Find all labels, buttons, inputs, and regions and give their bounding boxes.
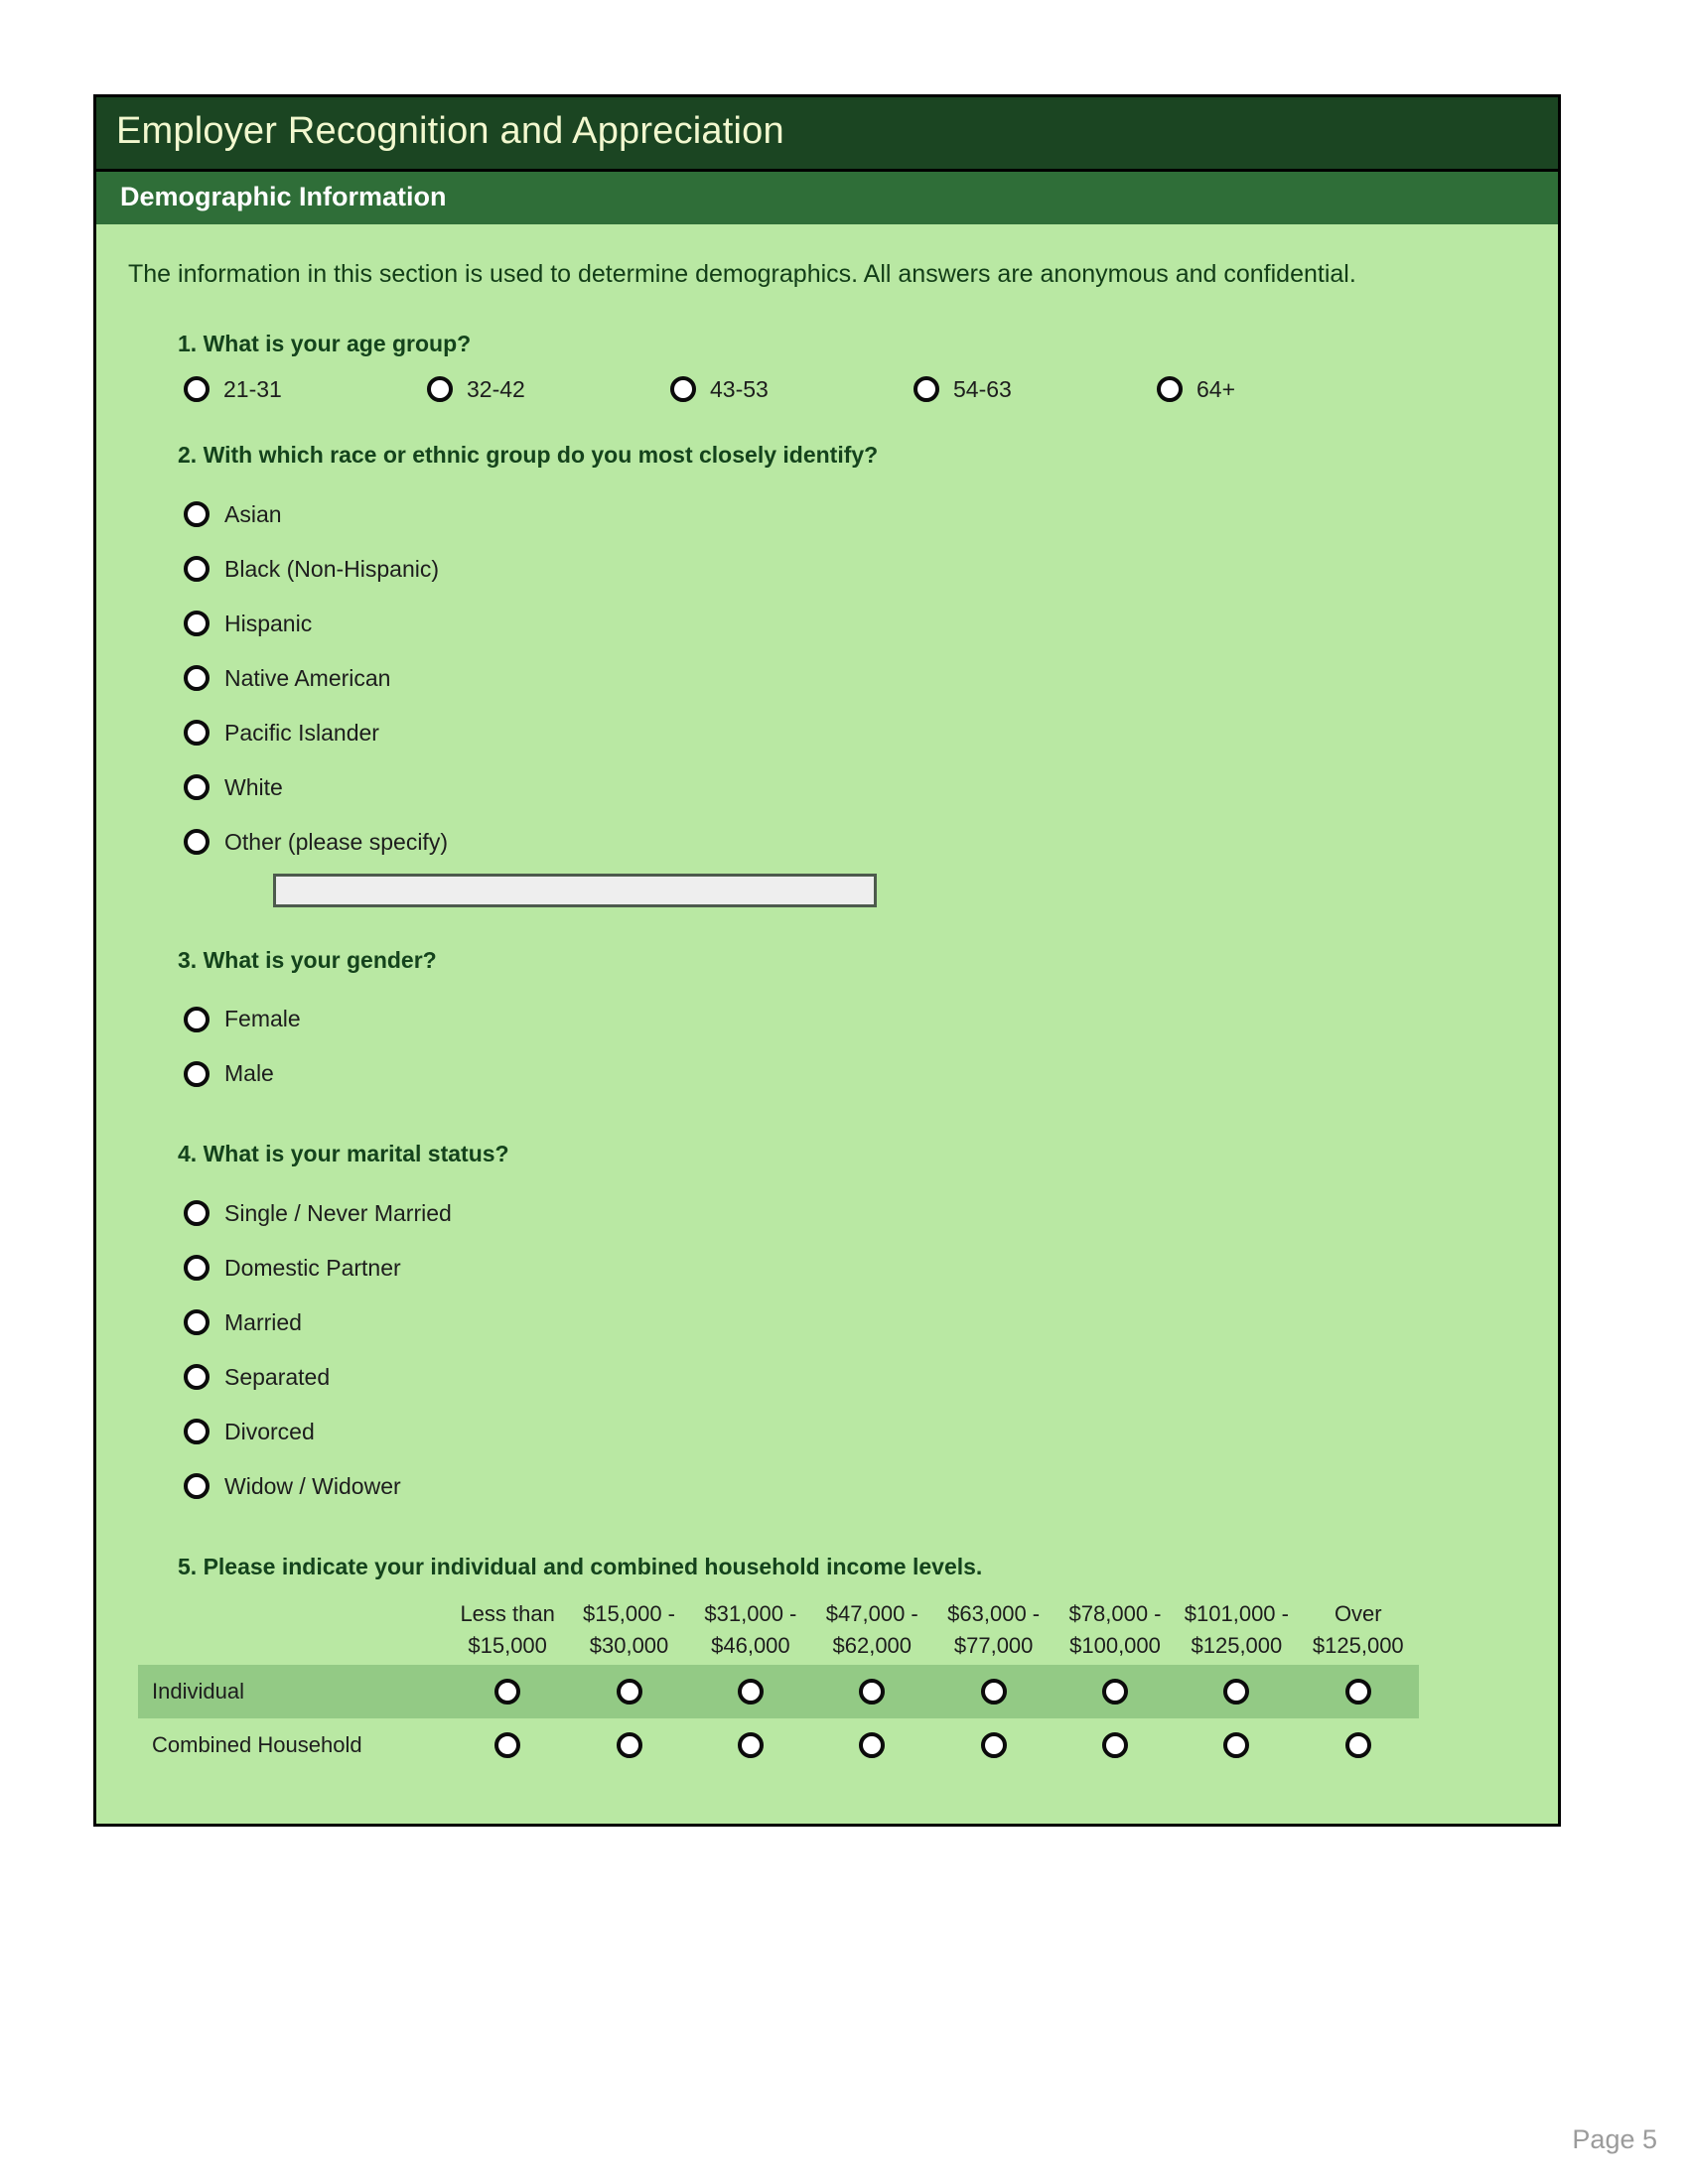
header-line-2: $30,000 bbox=[589, 1632, 669, 1658]
option-label: White bbox=[224, 773, 283, 800]
radio-icon[interactable] bbox=[184, 376, 210, 402]
option-race-black[interactable] bbox=[184, 542, 1520, 597]
radio-icon[interactable] bbox=[914, 376, 939, 402]
question-5 bbox=[128, 1554, 1520, 1772]
option-label: Female bbox=[224, 1006, 301, 1032]
header-line-1: $47,000 - bbox=[825, 1601, 918, 1627]
option-label: Separated bbox=[224, 1363, 331, 1390]
radio-icon[interactable] bbox=[184, 1419, 210, 1444]
option-label: Married bbox=[224, 1308, 302, 1335]
income-cell-combined-8[interactable] bbox=[1298, 1718, 1419, 1772]
radio-icon[interactable] bbox=[184, 1200, 210, 1226]
radio-icon[interactable] bbox=[184, 1255, 210, 1281]
radio-icon[interactable] bbox=[184, 501, 210, 527]
radio-icon[interactable] bbox=[1223, 1732, 1249, 1758]
option-label: Hispanic bbox=[224, 610, 313, 636]
header-line-1: $101,000 - bbox=[1184, 1601, 1289, 1627]
option-label: Single / Never Married bbox=[224, 1199, 452, 1226]
income-column-header-3 bbox=[690, 1598, 811, 1664]
radio-icon[interactable] bbox=[494, 1732, 520, 1758]
page-number-footer: Page 5 bbox=[1572, 2124, 1657, 2154]
income-cell-individual-3[interactable] bbox=[690, 1665, 811, 1718]
header-line-1: Less than bbox=[460, 1601, 555, 1627]
option-age-32-42[interactable] bbox=[427, 376, 670, 402]
income-cell-individual-4[interactable] bbox=[811, 1665, 932, 1718]
option-race-hispanic[interactable] bbox=[184, 597, 1520, 651]
matrix-corner-cell bbox=[138, 1598, 447, 1664]
option-race-other[interactable] bbox=[184, 815, 1520, 870]
option-gender-female[interactable] bbox=[184, 992, 1520, 1046]
radio-icon[interactable] bbox=[184, 1309, 210, 1335]
option-label: Widow / Widower bbox=[224, 1472, 401, 1499]
option-marital-married[interactable] bbox=[184, 1296, 1520, 1350]
income-column-header-5 bbox=[932, 1598, 1054, 1664]
income-cell-combined-5[interactable] bbox=[932, 1718, 1054, 1772]
radio-icon[interactable] bbox=[738, 1732, 764, 1758]
option-label: Male bbox=[224, 1060, 274, 1087]
option-marital-widow[interactable] bbox=[184, 1459, 1520, 1514]
header-line-2: $15,000 bbox=[468, 1632, 547, 1658]
option-label: Other (please specify) bbox=[224, 828, 448, 855]
question-2 bbox=[128, 442, 1520, 907]
question-4-title: 4. What is your marital status? bbox=[178, 1141, 509, 1167]
radio-icon[interactable] bbox=[1102, 1732, 1128, 1758]
question-4 bbox=[128, 1141, 1520, 1514]
section-title: Demographic Information bbox=[120, 181, 447, 211]
option-label: Native American bbox=[224, 664, 391, 691]
question-2-options bbox=[184, 487, 1520, 907]
income-cell-individual-1[interactable] bbox=[447, 1665, 568, 1718]
question-3-title: 3. What is your gender? bbox=[178, 946, 437, 973]
option-marital-domestic-partner[interactable] bbox=[184, 1241, 1520, 1296]
radio-icon[interactable] bbox=[184, 774, 210, 800]
option-marital-single[interactable] bbox=[184, 1186, 1520, 1241]
radio-icon[interactable] bbox=[859, 1679, 885, 1705]
option-age-21-31[interactable] bbox=[184, 376, 427, 402]
income-cell-combined-6[interactable] bbox=[1055, 1718, 1176, 1772]
option-gender-male[interactable] bbox=[184, 1046, 1520, 1101]
radio-icon[interactable] bbox=[1223, 1679, 1249, 1705]
radio-icon[interactable] bbox=[184, 1364, 210, 1390]
radio-icon[interactable] bbox=[184, 829, 210, 855]
option-race-native-american[interactable] bbox=[184, 651, 1520, 706]
income-column-header-2 bbox=[568, 1598, 689, 1664]
option-label: Black (Non-Hispanic) bbox=[224, 555, 440, 582]
question-2-title: 2. With which race or ethnic group do you most closely identify? bbox=[178, 442, 879, 469]
header-line-1: $63,000 - bbox=[947, 1601, 1041, 1627]
radio-icon[interactable] bbox=[184, 1473, 210, 1499]
radio-icon[interactable] bbox=[859, 1732, 885, 1758]
income-column-header-4 bbox=[811, 1598, 932, 1664]
radio-icon[interactable] bbox=[1157, 376, 1183, 402]
option-age-54-63[interactable] bbox=[914, 376, 1157, 402]
radio-icon[interactable] bbox=[1102, 1679, 1128, 1705]
question-1 bbox=[128, 331, 1520, 402]
survey-form-box bbox=[93, 94, 1657, 2154]
intro-paragraph: The information in this section is used to determine demographics. All answers are anonymous and confidential. bbox=[128, 260, 1356, 289]
income-row-label-combined-household: Combined Household bbox=[152, 1731, 362, 1757]
header-line-2: $125,000 bbox=[1191, 1632, 1283, 1658]
option-age-43-53[interactable] bbox=[670, 376, 914, 402]
radio-icon[interactable] bbox=[494, 1679, 520, 1705]
option-label: 32-42 bbox=[467, 375, 525, 402]
radio-icon[interactable] bbox=[184, 611, 210, 636]
income-column-header-8 bbox=[1298, 1598, 1419, 1664]
header-line-2: $100,000 bbox=[1069, 1632, 1161, 1658]
option-label: 43-53 bbox=[710, 375, 769, 402]
income-cell-combined-1[interactable] bbox=[447, 1718, 568, 1772]
radio-icon[interactable] bbox=[184, 720, 210, 746]
question-1-options bbox=[184, 376, 1520, 402]
income-column-header-7 bbox=[1176, 1598, 1297, 1664]
header-line-1: $15,000 - bbox=[583, 1601, 675, 1627]
radio-icon[interactable] bbox=[617, 1732, 642, 1758]
option-label: 21-31 bbox=[223, 375, 282, 402]
radio-icon[interactable] bbox=[981, 1679, 1007, 1705]
income-cell-combined-4[interactable] bbox=[811, 1718, 932, 1772]
radio-icon[interactable] bbox=[427, 376, 453, 402]
radio-icon[interactable] bbox=[184, 665, 210, 691]
income-cell-individual-2[interactable] bbox=[568, 1665, 689, 1718]
section-header-bar bbox=[96, 172, 1558, 225]
option-race-white[interactable] bbox=[184, 760, 1520, 815]
header-line-2: $46,000 bbox=[711, 1632, 790, 1658]
income-matrix-table bbox=[138, 1598, 1419, 1771]
radio-icon[interactable] bbox=[184, 1007, 210, 1032]
header-line-1: $31,000 - bbox=[704, 1601, 797, 1627]
question-3-options bbox=[184, 992, 1520, 1101]
radio-icon[interactable] bbox=[670, 376, 696, 402]
radio-icon[interactable] bbox=[1345, 1732, 1371, 1758]
radio-icon[interactable] bbox=[981, 1732, 1007, 1758]
option-race-asian[interactable] bbox=[184, 487, 1520, 542]
header-line-2: $62,000 bbox=[832, 1632, 913, 1658]
radio-icon[interactable] bbox=[184, 1061, 210, 1087]
form-body bbox=[96, 224, 1558, 1823]
option-label: Domestic Partner bbox=[224, 1254, 401, 1281]
income-cell-combined-2[interactable] bbox=[568, 1718, 689, 1772]
option-label: 54-63 bbox=[953, 375, 1012, 402]
income-row-label-individual: Individual bbox=[138, 1665, 447, 1718]
radio-icon[interactable] bbox=[184, 556, 210, 582]
header-line-1: $78,000 - bbox=[1068, 1601, 1162, 1627]
income-matrix-header-row bbox=[138, 1598, 1419, 1664]
table-row bbox=[138, 1718, 1419, 1772]
other-specify-row bbox=[273, 874, 1520, 907]
income-cell-combined-3[interactable] bbox=[690, 1718, 811, 1772]
income-column-header-1 bbox=[447, 1598, 568, 1664]
form-title-bar bbox=[96, 97, 1558, 172]
option-label: 64+ bbox=[1196, 375, 1236, 402]
radio-icon[interactable] bbox=[738, 1679, 764, 1705]
question-5-title: 5. Please indicate your individual and combined household income levels. bbox=[178, 1553, 983, 1579]
income-cell-individual-5[interactable] bbox=[932, 1665, 1054, 1718]
option-marital-separated[interactable] bbox=[184, 1350, 1520, 1405]
income-cell-individual-6[interactable] bbox=[1055, 1665, 1176, 1718]
option-marital-divorced[interactable] bbox=[184, 1405, 1520, 1459]
radio-icon[interactable] bbox=[1345, 1679, 1371, 1705]
radio-icon[interactable] bbox=[617, 1679, 642, 1705]
page-title: Employer Recognition and Appreciation bbox=[116, 110, 784, 152]
income-cell-combined-7[interactable] bbox=[1176, 1718, 1297, 1772]
income-cell-individual-8[interactable] bbox=[1298, 1665, 1419, 1718]
income-column-header-6 bbox=[1055, 1598, 1176, 1664]
header-line-2: $125,000 bbox=[1312, 1632, 1404, 1658]
option-age-64-plus[interactable] bbox=[1157, 376, 1400, 402]
other-specify-input[interactable] bbox=[273, 874, 877, 907]
option-label: Asian bbox=[224, 500, 282, 527]
question-4-options bbox=[184, 1186, 1520, 1514]
header-line-2: $77,000 bbox=[953, 1632, 1034, 1658]
income-cell-individual-7[interactable] bbox=[1176, 1665, 1297, 1718]
option-label: Pacific Islander bbox=[224, 719, 379, 746]
table-row bbox=[138, 1665, 1419, 1718]
question-1-title: 1. What is your age group? bbox=[178, 331, 472, 357]
option-race-pacific-islander[interactable] bbox=[184, 706, 1520, 760]
header-line-1: Over bbox=[1334, 1601, 1382, 1627]
question-3 bbox=[128, 947, 1520, 1102]
option-label: Divorced bbox=[224, 1418, 315, 1444]
